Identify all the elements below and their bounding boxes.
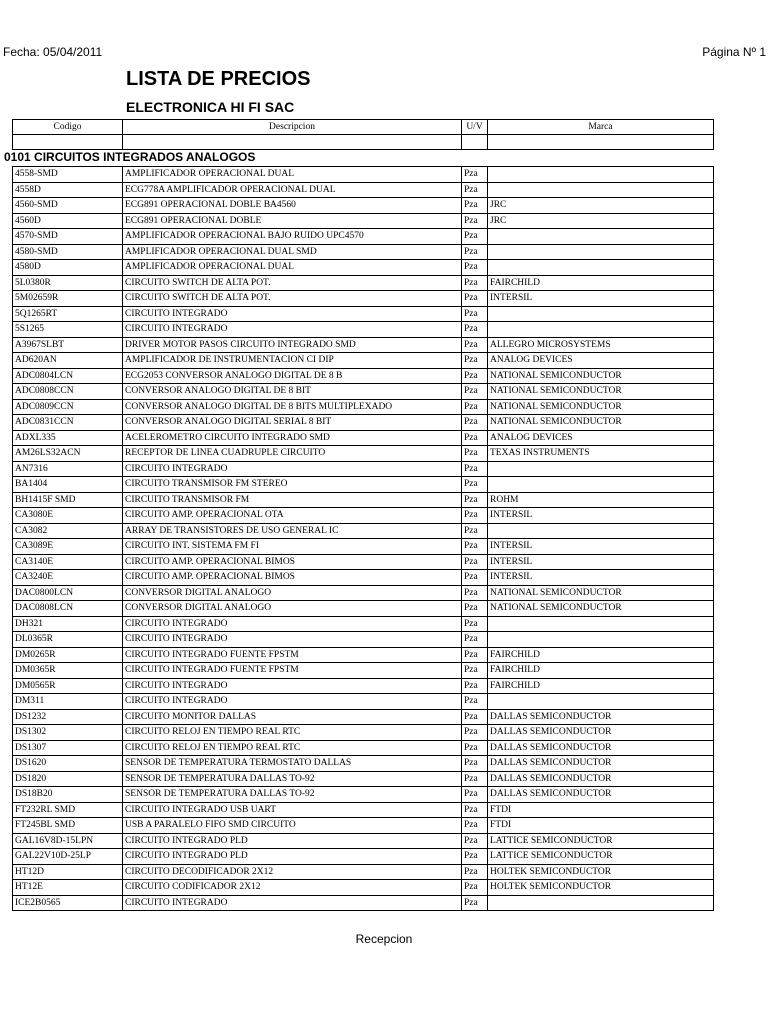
item-unit: Pza [462,446,488,462]
item-unit: Pza [462,306,488,322]
item-description: ARRAY DE TRANSISTORES DE USO GENERAL IC [123,523,462,539]
item-description: CIRCUITO INTEGRADO [123,632,462,648]
item-unit: Pza [462,585,488,601]
table-row [13,895,714,911]
item-brand: DALLAS SEMICONDUCTOR [488,756,714,772]
table-row [13,585,714,601]
item-brand: DALLAS SEMICONDUCTOR [488,771,714,787]
item-description: AMPLIFICADOR OPERACIONAL BAJO RUIDO UPC4570 [123,229,462,245]
blank-cell [488,135,714,150]
table-row [13,213,714,229]
table-row [13,570,714,586]
item-unit: Pza [462,771,488,787]
item-description: CIRCUITO RELOJ EN TIEMPO REAL RTC [123,725,462,741]
item-code: BA1404 [13,477,123,493]
item-code: CA3082 [13,523,123,539]
item-code: 4558D [13,182,123,198]
item-unit: Pza [462,616,488,632]
item-description: ECG2053 CONVERSOR ANALOGO DIGITAL DE 8 B [123,368,462,384]
item-brand: INTERSIL [488,539,714,555]
column-header-descripcion: Descripcion [123,120,462,135]
item-brand: DALLAS SEMICONDUCTOR [488,709,714,725]
item-code: DAC0800LCN [13,585,123,601]
item-unit: Pza [462,415,488,431]
column-header-marca: Marca [488,120,714,135]
table-row [13,306,714,322]
item-unit: Pza [462,818,488,834]
item-code: ADC0808CCN [13,384,123,400]
item-code: DS1302 [13,725,123,741]
item-code: ADC0831CCN [13,415,123,431]
item-description: CIRCUITO RELOJ EN TIEMPO REAL RTC [123,740,462,756]
item-code: DM0365R [13,663,123,679]
item-description: AMPLIFICADOR OPERACIONAL DUAL [123,260,462,276]
item-brand: DALLAS SEMICONDUCTOR [488,787,714,803]
item-description: CIRCUITO INTEGRADO USB UART [123,802,462,818]
table-row [13,849,714,865]
table-row [13,229,714,245]
item-brand [488,461,714,477]
item-code: DS18B20 [13,787,123,803]
item-code: HT12D [13,864,123,880]
item-code: FT245BL SMD [13,818,123,834]
item-unit: Pza [462,244,488,260]
item-brand [488,306,714,322]
item-description: ACELEROMETRO CIRCUITO INTEGRADO SMD [123,430,462,446]
item-description: CIRCUITO AMP. OPERACIONAL OTA [123,508,462,524]
item-code: DS1232 [13,709,123,725]
item-description: CIRCUITO INTEGRADO [123,616,462,632]
company-name: ELECTRONICA HI FI SAC [126,99,295,115]
item-brand: TEXAS INSTRUMENTS [488,446,714,462]
item-brand: FAIRCHILD [488,275,714,291]
item-unit: Pza [462,787,488,803]
table-row [13,260,714,276]
item-unit: Pza [462,353,488,369]
item-code: ADC0804LCN [13,368,123,384]
item-unit: Pza [462,864,488,880]
item-code: DS1620 [13,756,123,772]
item-code: ADC0809CCN [13,399,123,415]
item-code: DH321 [13,616,123,632]
item-code: DM0265R [13,647,123,663]
item-description: CIRCUITO INTEGRADO FUENTE FPSTM [123,647,462,663]
item-description: ECG778A AMPLIFICADOR OPERACIONAL DUAL [123,182,462,198]
table-row [13,787,714,803]
table-row [13,368,714,384]
item-unit: Pza [462,756,488,772]
table-row [13,492,714,508]
item-description: CIRCUITO INTEGRADO [123,678,462,694]
table-row [13,244,714,260]
item-brand: NATIONAL SEMICONDUCTOR [488,384,714,400]
table-row [13,725,714,741]
item-code: 5L0380R [13,275,123,291]
item-description: AMPLIFICADOR DE INSTRUMENTACION CI DIP [123,353,462,369]
item-code: ADXL335 [13,430,123,446]
table-row [13,430,714,446]
item-brand: FTDI [488,802,714,818]
item-unit: Pza [462,833,488,849]
item-brand: JRC [488,198,714,214]
item-description: USB A PARALELO FIFO SMD CIRCUITO [123,818,462,834]
item-brand [488,322,714,338]
item-brand [488,477,714,493]
section-title: 0101 CIRCUITOS INTEGRADOS ANALOGOS [4,150,256,164]
item-brand: FAIRCHILD [488,663,714,679]
item-code: DM311 [13,694,123,710]
item-unit: Pza [462,725,488,741]
item-code: HT12E [13,880,123,896]
item-unit: Pza [462,647,488,663]
item-code: AM26LS32ACN [13,446,123,462]
item-brand: FAIRCHILD [488,647,714,663]
item-brand: DALLAS SEMICONDUCTOR [488,740,714,756]
table-row [13,461,714,477]
item-code: ICE2B0565 [13,895,123,911]
item-description: CIRCUITO INTEGRADO [123,694,462,710]
blank-cell [462,135,488,150]
item-code: DS1307 [13,740,123,756]
item-description: AMPLIFICADOR OPERACIONAL DUAL SMD [123,244,462,260]
item-unit: Pza [462,260,488,276]
footer-label: Recepcion [355,932,413,946]
item-brand: HOLTEK SEMICONDUCTOR [488,880,714,896]
item-brand: LATTICE SEMICONDUCTOR [488,849,714,865]
item-code: BH1415F SMD [13,492,123,508]
column-header-table [12,119,714,150]
item-description: RECEPTOR DE LINEA CUADRUPLE CIRCUITO [123,446,462,462]
item-unit: Pza [462,477,488,493]
item-brand [488,244,714,260]
table-row [13,601,714,617]
item-brand [488,167,714,183]
item-description: CONVERSOR DIGITAL ANALOGO [123,585,462,601]
item-unit: Pza [462,291,488,307]
item-unit: Pza [462,275,488,291]
item-code: CA3080E [13,508,123,524]
item-brand: INTERSIL [488,291,714,307]
item-unit: Pza [462,492,488,508]
page-number: Página Nº 1 [702,45,766,59]
table-row [13,694,714,710]
item-description: CONVERSOR ANALOGO DIGITAL DE 8 BITS MULTIPLEXADO [123,399,462,415]
blank-cell [13,135,123,150]
item-brand [488,895,714,911]
table-row [13,399,714,415]
table-row [13,167,714,183]
item-unit: Pza [462,430,488,446]
item-unit: Pza [462,554,488,570]
item-description: CIRCUITO CODIFICADOR 2X12 [123,880,462,896]
item-unit: Pza [462,384,488,400]
table-row [13,291,714,307]
item-code: 5M02659R [13,291,123,307]
item-code: 4580-SMD [13,244,123,260]
item-brand: FTDI [488,818,714,834]
item-code: DS1820 [13,771,123,787]
item-unit: Pza [462,182,488,198]
item-unit: Pza [462,678,488,694]
item-description: SENSOR DE TEMPERATURA TERMOSTATO DALLAS [123,756,462,772]
item-description: CIRCUITO INTEGRADO PLD [123,849,462,865]
item-code: GAL16V8D-15LPN [13,833,123,849]
item-description: CONVERSOR DIGITAL ANALOGO [123,601,462,617]
item-brand: ROHM [488,492,714,508]
item-unit: Pza [462,539,488,555]
item-unit: Pza [462,570,488,586]
table-row [13,446,714,462]
table-row [13,539,714,555]
table-row [13,632,714,648]
item-unit: Pza [462,322,488,338]
item-description: ECG891 OPERACIONAL DOBLE [123,213,462,229]
item-brand [488,694,714,710]
table-row [13,198,714,214]
item-code: DAC0808LCN [13,601,123,617]
item-code: GAL22V10D-25LP [13,849,123,865]
item-unit: Pza [462,632,488,648]
item-code: DL0365R [13,632,123,648]
item-unit: Pza [462,461,488,477]
item-brand [488,616,714,632]
item-unit: Pza [462,601,488,617]
table-row [13,663,714,679]
item-brand: NATIONAL SEMICONDUCTOR [488,585,714,601]
item-unit: Pza [462,849,488,865]
table-row [13,864,714,880]
item-brand [488,229,714,245]
item-brand: NATIONAL SEMICONDUCTOR [488,601,714,617]
item-brand: NATIONAL SEMICONDUCTOR [488,368,714,384]
item-description: DRIVER MOTOR PASOS CIRCUITO INTEGRADO SMD [123,337,462,353]
price-list-body [13,167,714,911]
item-code: 5S1265 [13,322,123,338]
item-unit: Pza [462,895,488,911]
item-brand: INTERSIL [488,570,714,586]
item-unit: Pza [462,880,488,896]
item-brand: ALLEGRO MICROSYSTEMS [488,337,714,353]
column-header-uv: U/V [462,120,488,135]
table-row [13,880,714,896]
date-label: Fecha: 05/04/2011 [3,45,103,59]
table-row [13,523,714,539]
item-unit: Pza [462,523,488,539]
table-row [13,322,714,338]
item-description: CIRCUITO INTEGRADO [123,895,462,911]
price-list-table [12,166,714,911]
item-unit: Pza [462,802,488,818]
item-description: CIRCUITO INTEGRADO [123,461,462,477]
item-unit: Pza [462,337,488,353]
blank-cell [123,135,462,150]
item-unit: Pza [462,740,488,756]
item-code: AD620AN [13,353,123,369]
item-unit: Pza [462,663,488,679]
table-row [13,554,714,570]
item-unit: Pza [462,508,488,524]
table-row [13,709,714,725]
table-row [13,833,714,849]
item-code: 4570-SMD [13,229,123,245]
item-description: CONVERSOR ANALOGO DIGITAL SERIAL 8 BIT [123,415,462,431]
item-description: CIRCUITO TRANSMISOR FM [123,492,462,508]
item-description: SENSOR DE TEMPERATURA DALLAS TO-92 [123,787,462,803]
table-row [13,678,714,694]
table-row [13,384,714,400]
item-brand: FAIRCHILD [488,678,714,694]
item-description: CIRCUITO INTEGRADO FUENTE FPSTM [123,663,462,679]
item-code: CA3089E [13,539,123,555]
item-code: 4560-SMD [13,198,123,214]
item-code: DM0565R [13,678,123,694]
item-brand [488,523,714,539]
item-brand [488,260,714,276]
item-description: CIRCUITO SWITCH DE ALTA POT. [123,291,462,307]
item-description: CIRCUITO AMP. OPERACIONAL BIMOS [123,554,462,570]
column-header-row [13,120,714,135]
item-description: CIRCUITO INTEGRADO [123,306,462,322]
item-description: CIRCUITO INTEGRADO [123,322,462,338]
item-brand: LATTICE SEMICONDUCTOR [488,833,714,849]
table-row [13,353,714,369]
column-header-codigo: Codigo [13,120,123,135]
item-unit: Pza [462,709,488,725]
table-row [13,275,714,291]
item-description: CIRCUITO SWITCH DE ALTA POT. [123,275,462,291]
item-unit: Pza [462,213,488,229]
item-code: AN7316 [13,461,123,477]
item-unit: Pza [462,368,488,384]
item-description: AMPLIFICADOR OPERACIONAL DUAL [123,167,462,183]
table-row [13,740,714,756]
table-row [13,802,714,818]
table-row [13,616,714,632]
table-row [13,647,714,663]
page-title: LISTA DE PRECIOS [126,68,311,90]
item-brand: DALLAS SEMICONDUCTOR [488,725,714,741]
item-description: CIRCUITO AMP. OPERACIONAL BIMOS [123,570,462,586]
item-brand: HOLTEK SEMICONDUCTOR [488,864,714,880]
item-description: ECG891 OPERACIONAL DOBLE BA4560 [123,198,462,214]
item-code: 5Q1265RT [13,306,123,322]
item-unit: Pza [462,198,488,214]
blank-header-row [13,135,714,150]
item-description: CIRCUITO INT. SISTEMA FM FI [123,539,462,555]
item-description: CONVERSOR ANALOGO DIGITAL DE 8 BIT [123,384,462,400]
item-description: CIRCUITO TRANSMISOR FM STEREO [123,477,462,493]
table-row [13,477,714,493]
item-brand: INTERSIL [488,554,714,570]
item-brand [488,632,714,648]
item-code: 4580D [13,260,123,276]
table-row [13,337,714,353]
item-brand: NATIONAL SEMICONDUCTOR [488,399,714,415]
item-code: 4560D [13,213,123,229]
item-unit: Pza [462,399,488,415]
item-code: A3967SLBT [13,337,123,353]
item-code: CA3140E [13,554,123,570]
table-row [13,818,714,834]
table-row [13,771,714,787]
table-row [13,756,714,772]
item-brand: ANALOG DEVICES [488,430,714,446]
item-brand: INTERSIL [488,508,714,524]
item-brand [488,182,714,198]
item-description: CIRCUITO INTEGRADO PLD [123,833,462,849]
item-unit: Pza [462,167,488,183]
item-brand: JRC [488,213,714,229]
item-description: SENSOR DE TEMPERATURA DALLAS TO-92 [123,771,462,787]
item-description: CIRCUITO MONITOR DALLAS [123,709,462,725]
table-row [13,415,714,431]
table-row [13,508,714,524]
item-code: CA3240E [13,570,123,586]
item-description: CIRCUITO DECODIFICADOR 2X12 [123,864,462,880]
item-brand: ANALOG DEVICES [488,353,714,369]
table-row [13,182,714,198]
item-unit: Pza [462,694,488,710]
item-code: FT232RL SMD [13,802,123,818]
item-brand: NATIONAL SEMICONDUCTOR [488,415,714,431]
item-code: 4558-SMD [13,167,123,183]
item-unit: Pza [462,229,488,245]
